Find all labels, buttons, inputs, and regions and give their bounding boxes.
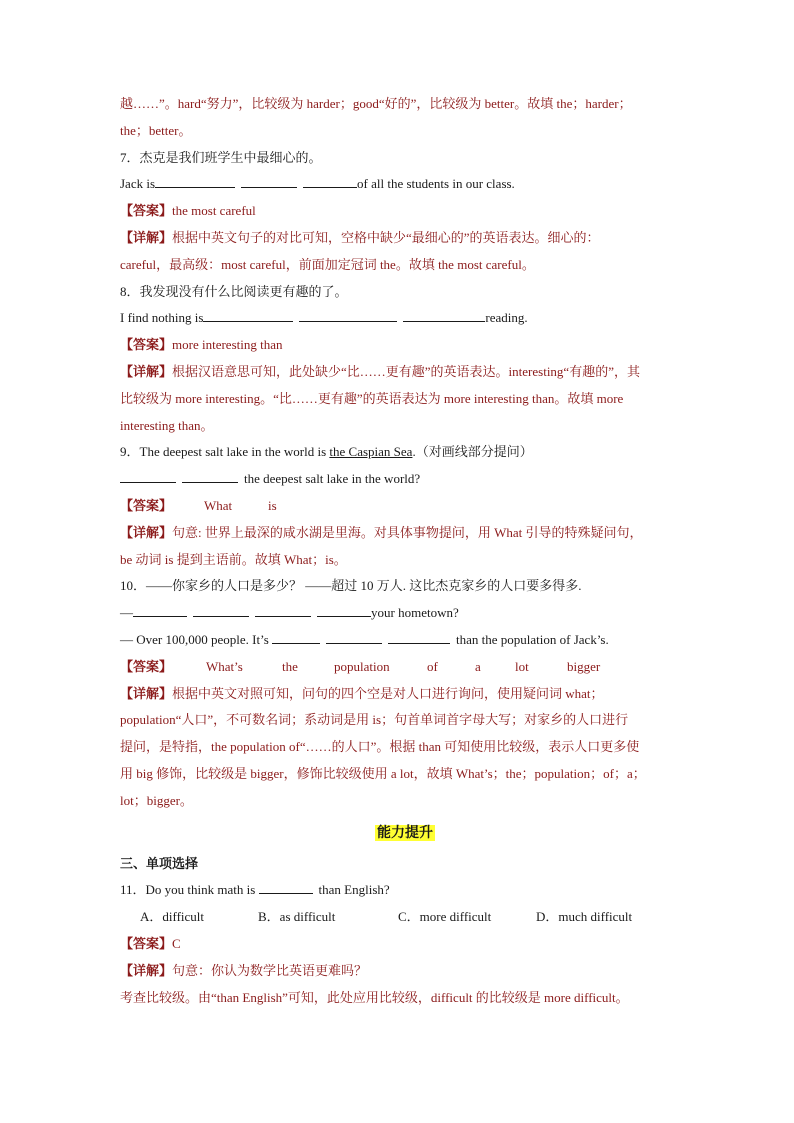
q7-prompt: 7．杰克是我们班学生中最细心的。	[120, 149, 322, 165]
q7-sentence-end: of all the students in our class.	[357, 176, 515, 192]
q11-answer	[120, 931, 690, 958]
answer-word: What’s	[206, 658, 243, 674]
answer-tag: 【答案】	[120, 935, 173, 951]
q9-prompt-end: .（对画线部分提问）	[412, 444, 533, 460]
answer-text: C	[172, 935, 181, 951]
answer-word: a	[475, 658, 481, 674]
q9-sentence	[120, 466, 690, 493]
answer-blank	[255, 604, 311, 617]
answer-text: the most careful	[172, 203, 256, 219]
q10-answer	[120, 654, 690, 681]
q10-detail-line: 提问，是特指，the population of“……的人口”。根据 than 可知使用比较级，表示人口更多使	[120, 739, 640, 755]
answer-word: bigger	[567, 658, 601, 674]
answer-blank	[303, 175, 357, 188]
detail-text: 句意：你认为数学比英语更难吗？	[172, 962, 368, 978]
detail-tag: 【详解】	[120, 363, 173, 379]
answer-blank	[203, 309, 293, 322]
answer-blank	[403, 309, 485, 322]
answer-blank	[299, 309, 397, 322]
answer-blank	[120, 470, 176, 483]
q6-detail-line: the；better。	[120, 122, 192, 138]
q11-prompt-start: 11．Do you think math is	[120, 882, 256, 898]
q7-detail	[120, 225, 690, 252]
answer-word: is	[268, 497, 277, 513]
answer-word: population	[334, 658, 390, 674]
q9-underlined: the Caspian Sea	[329, 444, 413, 460]
detail-text: 根据汉语意思可知，此处缺少“比……更有趣”的英语表达。interesting“有趣的”，其	[172, 363, 640, 379]
detail-tag: 【详解】	[120, 962, 173, 978]
q10-line2-end: than the population of Jack’s.	[456, 631, 609, 647]
q11-prompt-end: than English?	[318, 882, 390, 898]
q10-detail	[120, 681, 690, 708]
q8-answer	[120, 332, 690, 359]
q11-prompt	[120, 877, 690, 904]
q10-line1	[120, 600, 690, 627]
answer-word: What	[204, 497, 233, 513]
section-title-text: 能力提升	[377, 824, 433, 841]
q9-detail-line: be 动词 is 提到主语前。故填 What；is。	[120, 551, 347, 567]
q10-line2-start: — Over 100,000 people. It’s	[120, 631, 269, 647]
answer-blank	[388, 631, 450, 644]
detail-tag: 【详解】	[120, 229, 173, 245]
answer-blank	[272, 631, 320, 644]
answer-blank	[241, 175, 297, 188]
q9-detail	[120, 520, 690, 547]
answer-blank	[133, 604, 187, 617]
answer-blank	[155, 175, 235, 188]
q8-sentence-start: I find nothing is	[120, 310, 204, 326]
option-b: B．as difficult	[258, 909, 336, 925]
q9-answer	[120, 493, 690, 520]
answer-blank	[259, 881, 313, 894]
answer-word: the	[282, 658, 298, 674]
q8-detail-line: 比较级为 more interesting。“比……更有趣”的英语表达为 more interesting than。故填 more	[120, 390, 624, 406]
option-c: C．more difficult	[398, 909, 492, 925]
detail-text: 句意: 世界上最深的咸水湖是里海。对具体事物提问，用 What 引导的特殊疑问句，	[172, 524, 643, 540]
q10-detail-line: 用 big 修饰，比较级是 bigger，修饰比较级使用 a lot，故填 What’s；the；population；of；a；	[120, 765, 646, 781]
q7-answer	[120, 198, 690, 225]
answer-tag: 【答案】	[120, 497, 173, 513]
q8-sentence	[120, 305, 690, 332]
answer-tag: 【答案】	[120, 203, 173, 219]
q10-detail-line: lot；bigger。	[120, 792, 193, 808]
q9-prompt-start: 9．The deepest salt lake in the world is	[120, 444, 330, 460]
q10-detail-line: population“人口”，不可数名词；系动词是用 is；句首单词首字母大写；对家乡的人口进行	[120, 712, 629, 728]
detail-text: 根据中英文句子的对比可知，空格中缺少“最细心的”的英语表达。细心的：	[172, 229, 600, 245]
q11-detail	[120, 958, 690, 985]
q11-options	[120, 904, 690, 931]
q8-sentence-end: reading.	[485, 310, 528, 326]
answer-text: more interesting than	[172, 337, 283, 353]
answer-blank	[193, 604, 249, 617]
answer-blank	[326, 631, 382, 644]
subsection-heading: 三、单项选择	[120, 855, 199, 871]
q10-line1-end: your hometown?	[371, 605, 459, 621]
q7-sentence-start: Jack is	[120, 176, 156, 192]
q10-prompt: 10．——你家乡的人口是多少？ ——超过 10 万人. 这比杰克家乡的人口要多得多.	[120, 578, 582, 594]
answer-tag: 【答案】	[120, 337, 173, 353]
detail-text: 根据中英文对照可知，问句的四个空是对人口进行询问，使用疑问词 what；	[172, 685, 604, 701]
option-d: D．much difficult	[536, 909, 633, 925]
detail-tag: 【详解】	[120, 685, 173, 701]
q10-line2	[120, 627, 690, 654]
q6-detail-line: 越……”。hard“努力”，比较级为 harder；good“好的”，比较级为 better。故填 the；harder；	[120, 96, 632, 111]
answer-blank	[182, 470, 238, 483]
q7-sentence	[120, 171, 690, 198]
answer-tag: 【答案】	[120, 658, 173, 674]
document-page	[120, 91, 690, 1011]
q7-detail-line: careful，最高级：most careful，前面加定冠词 the。故填 the most careful。	[120, 256, 535, 272]
q10-line1-start: —	[120, 605, 133, 621]
answer-word: of	[427, 658, 438, 674]
q8-prompt: 8．我发现没有什么比阅读更有趣的了。	[120, 283, 348, 299]
q11-detail-line: 考查比较级。由“than English”可知，此处应用比较级，difficult 的比较级是 more difficult。	[120, 989, 629, 1005]
answer-word: lot	[515, 658, 529, 674]
detail-tag: 【详解】	[120, 524, 173, 540]
answer-blank	[317, 604, 371, 617]
q9-sentence-end: the deepest salt lake in the world?	[244, 471, 421, 487]
section-title	[120, 819, 690, 847]
q8-detail	[120, 359, 690, 386]
q9-prompt	[120, 439, 690, 466]
option-a: A．difficult	[140, 909, 205, 925]
q8-detail-line: interesting than。	[120, 417, 214, 433]
